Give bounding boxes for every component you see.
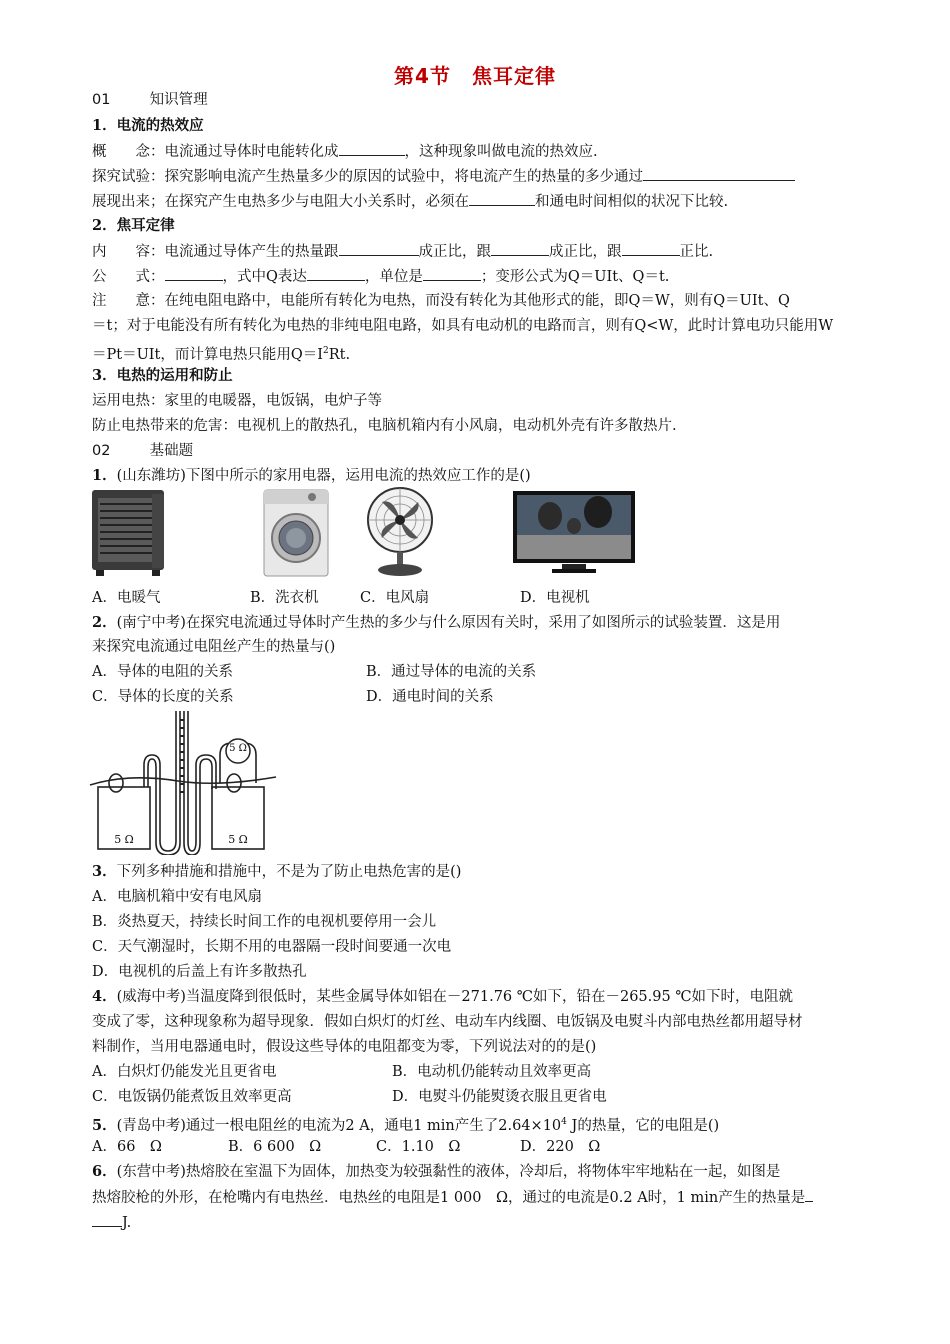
question-1 (92, 466, 531, 486)
q4-option-d[interactable]: D．电熨斗仍能熨烫衣服且更省电 (392, 1089, 607, 1105)
question-4-line-1 (92, 987, 793, 1007)
content-text: 成正比，跟 (549, 244, 622, 260)
answer-blank[interactable] (491, 241, 549, 256)
heading-heat-effect: 1．电流的热效应 (92, 117, 204, 134)
q5-option-c[interactable]: C．1.10 Ω (376, 1139, 461, 1155)
note-line-1: 注 意：在纯电阻电路中，电能所有转化为电热，而没有转化为其他形式的能，即Q＝W，则有Q＝UIt、Q (92, 293, 790, 309)
explore-text: 探究试验：探究影响电流产生热量多少的原因的试验中，将电流产生的热量的多少通过 (92, 169, 643, 185)
television-image (512, 490, 636, 576)
q4-option-b[interactable]: B．电动机仍能转动且效率更高 (392, 1064, 592, 1080)
answer-blank[interactable] (805, 1187, 813, 1202)
q3-option-a[interactable]: A．电脑机箱中安有电风扇 (92, 889, 262, 905)
section-header-basic (92, 441, 193, 461)
question-number: 1． (92, 467, 117, 484)
answer-blank[interactable] (165, 266, 223, 281)
explore-text-end: 和通电时间相似的状况下比较. (535, 194, 729, 210)
note-text-end: Rt. (328, 346, 351, 363)
heading-heat-use: 3．电热的运用和防止 (92, 367, 233, 384)
formula-line (92, 266, 669, 287)
answer-blank[interactable] (307, 266, 365, 281)
q2-option-d[interactable]: D．通电时间的关系 (366, 689, 494, 705)
electric-heater-image (90, 484, 170, 579)
question-stem-end: J. (122, 1215, 132, 1231)
explore-line-1 (92, 166, 795, 187)
question-stem: (山东潍坊)下图中所示的家用电器，运用电流的热效应工作的是() (116, 468, 531, 484)
question-stem: 热熔胶枪的外形，在枪嘴内有电热丝．电热丝的电阻是1 000 Ω，通过的电流是0.2 A时，1 min产生的热量是 (92, 1190, 806, 1206)
resistor-label-top: 5 Ω (229, 743, 247, 754)
q2-option-b[interactable]: B．通过导体的电流的关系 (366, 664, 537, 680)
answer-blank[interactable] (469, 191, 535, 206)
washing-machine-image (262, 488, 330, 578)
explore-text: 展现出来；在探究产生电热多少与电阻大小关系时，必须在 (92, 194, 469, 210)
answer-blank[interactable] (92, 1212, 122, 1227)
answer-blank[interactable] (622, 241, 680, 256)
concept-text: 概 念：电流通过导体时电能转化成 (92, 144, 339, 160)
joule-heat-apparatus-figure (88, 705, 278, 855)
q2-option-c[interactable]: C．导体的长度的关系 (92, 689, 234, 705)
q1-option-d[interactable]: D．电视机 (520, 590, 590, 606)
answer-blank[interactable] (339, 141, 405, 156)
formula-text: 公 式： (92, 269, 165, 285)
note-text: ＝Pt＝UIt，而计算电热只能用Q＝I (92, 346, 323, 363)
question-stem: (东营中考)热熔胶在室温下为固体，加热变为较强黏性的液体，冷却后，将物体牢牢地粘在一起，如图是 (116, 1164, 781, 1180)
section-title: 基础题 (149, 443, 194, 459)
section-header-knowledge (92, 90, 208, 110)
q1-option-a[interactable]: A．电暖气 (92, 590, 161, 606)
q1-option-b[interactable]: B．洗衣机 (250, 590, 319, 606)
content-text: 内 容：电流通过导体产生的热量跟 (92, 244, 339, 260)
answer-blank[interactable] (423, 266, 481, 281)
q5-option-b[interactable]: B．6 600 Ω (228, 1139, 322, 1155)
content-text-end: 正比. (679, 244, 714, 260)
question-number: 3． (92, 863, 117, 880)
q3-option-c[interactable]: C．天气潮湿时，长期不用的电器隔一段时间要通一次电 (92, 939, 452, 955)
question-3 (92, 862, 461, 882)
use-line: 运用电热：家里的电暖器，电饭锅，电炉子等 (92, 393, 382, 409)
prevent-line: 防止电热带来的危害：电视机上的散热孔，电脑机箱内有小风扇，电动机外壳有许多散热片. (92, 418, 677, 434)
question-6-line-2 (92, 1187, 813, 1208)
question-number: 4． (92, 988, 117, 1005)
note-line-2: ＝t；对于电能没有所有转化为电热的非纯电阻电路，如具有电动机的电路而言，则有Q<W，此时计算电功只能用W (92, 318, 834, 334)
question-6-line-1 (92, 1162, 780, 1182)
note-line-3 (92, 341, 350, 365)
q1-option-c[interactable]: C．电风扇 (360, 590, 430, 606)
question-4-line-3: 料制作，当用电器通电时，假设这些导体的电阻都变为零，下列说法对的的是() (92, 1039, 597, 1055)
section-number: 02 (92, 443, 111, 459)
q5-option-d[interactable]: D．220 Ω (520, 1139, 601, 1155)
content-text: 成正比，跟 (418, 244, 491, 260)
question-number: 5． (92, 1116, 117, 1134)
concept-line (92, 141, 598, 162)
formula-text: ，单位是 (364, 269, 423, 285)
section-title: 知识管理 (149, 92, 208, 108)
question-stem: 下列多种措施和措施中，不是为了防止电热危害的是() (116, 864, 462, 880)
page-title: 第4节 焦耳定律 (394, 64, 556, 88)
answer-blank[interactable] (339, 241, 419, 256)
question-5 (92, 1112, 719, 1136)
q2-option-a[interactable]: A．导体的电阻的关系 (92, 664, 233, 680)
question-stem: (青岛中考)通过一根电阻丝的电流为2 A，通电1 min产生了2.64×10 (116, 1117, 562, 1134)
resistor-label-left: 5 Ω (114, 833, 134, 846)
q5-option-a[interactable]: A．66 Ω (92, 1139, 162, 1155)
section-number: 01 (92, 92, 111, 108)
question-2-line-1 (92, 613, 780, 633)
q3-option-d[interactable]: D．电视机的后盖上有许多散热孔 (92, 964, 307, 980)
question-2-line-2: 来探究电流通过电阻丝产生的热量与() (92, 639, 336, 655)
question-stem: (威海中考)当温度降到很低时，某些金属导体如铝在－271.76 ℃如下，铅在－265.95 ℃如下时，电阻就 (116, 989, 794, 1005)
q4-option-a[interactable]: A．白炽灯仍能发光且更省电 (92, 1064, 277, 1080)
electric-fan-image (360, 486, 440, 578)
q3-option-b[interactable]: B．炎热夏天，持续长时间工作的电视机要停用一会儿 (92, 914, 437, 930)
answer-blank[interactable] (643, 166, 795, 181)
question-stem-end: J的热量，它的电阻是() (566, 1117, 720, 1134)
question-6-line-3 (92, 1212, 131, 1233)
concept-text-end: ，这种现象叫做电流的热效应. (404, 144, 598, 160)
question-stem: (南宁中考)在探究电流通过导体时产生热的多少与什么原因有关时，采用了如图所示的试验装置．这是用 (116, 615, 781, 631)
question-number: 2． (92, 614, 117, 631)
superscript: 2 (322, 346, 329, 356)
question-number: 6． (92, 1163, 117, 1180)
explore-line-2 (92, 191, 728, 212)
question-4-line-2: 变成了零，这种现象称为超导现象．假如白炽灯的灯丝、电动车内线圈、电饭锅及电熨斗内部电热丝都用超导材 (92, 1014, 803, 1030)
superscript: 4 (561, 1117, 567, 1127)
q4-option-c[interactable]: C．电饭锅仍能煮饭且效率更高 (92, 1089, 292, 1105)
content-line (92, 241, 713, 262)
heading-joule-law: 2．焦耳定律 (92, 217, 175, 234)
formula-text-end: ；变形公式为Q＝UIt、Q＝t. (480, 269, 670, 285)
resistor-label-right: 5 Ω (228, 833, 248, 846)
formula-text: ，式中Q表达 (222, 269, 307, 285)
